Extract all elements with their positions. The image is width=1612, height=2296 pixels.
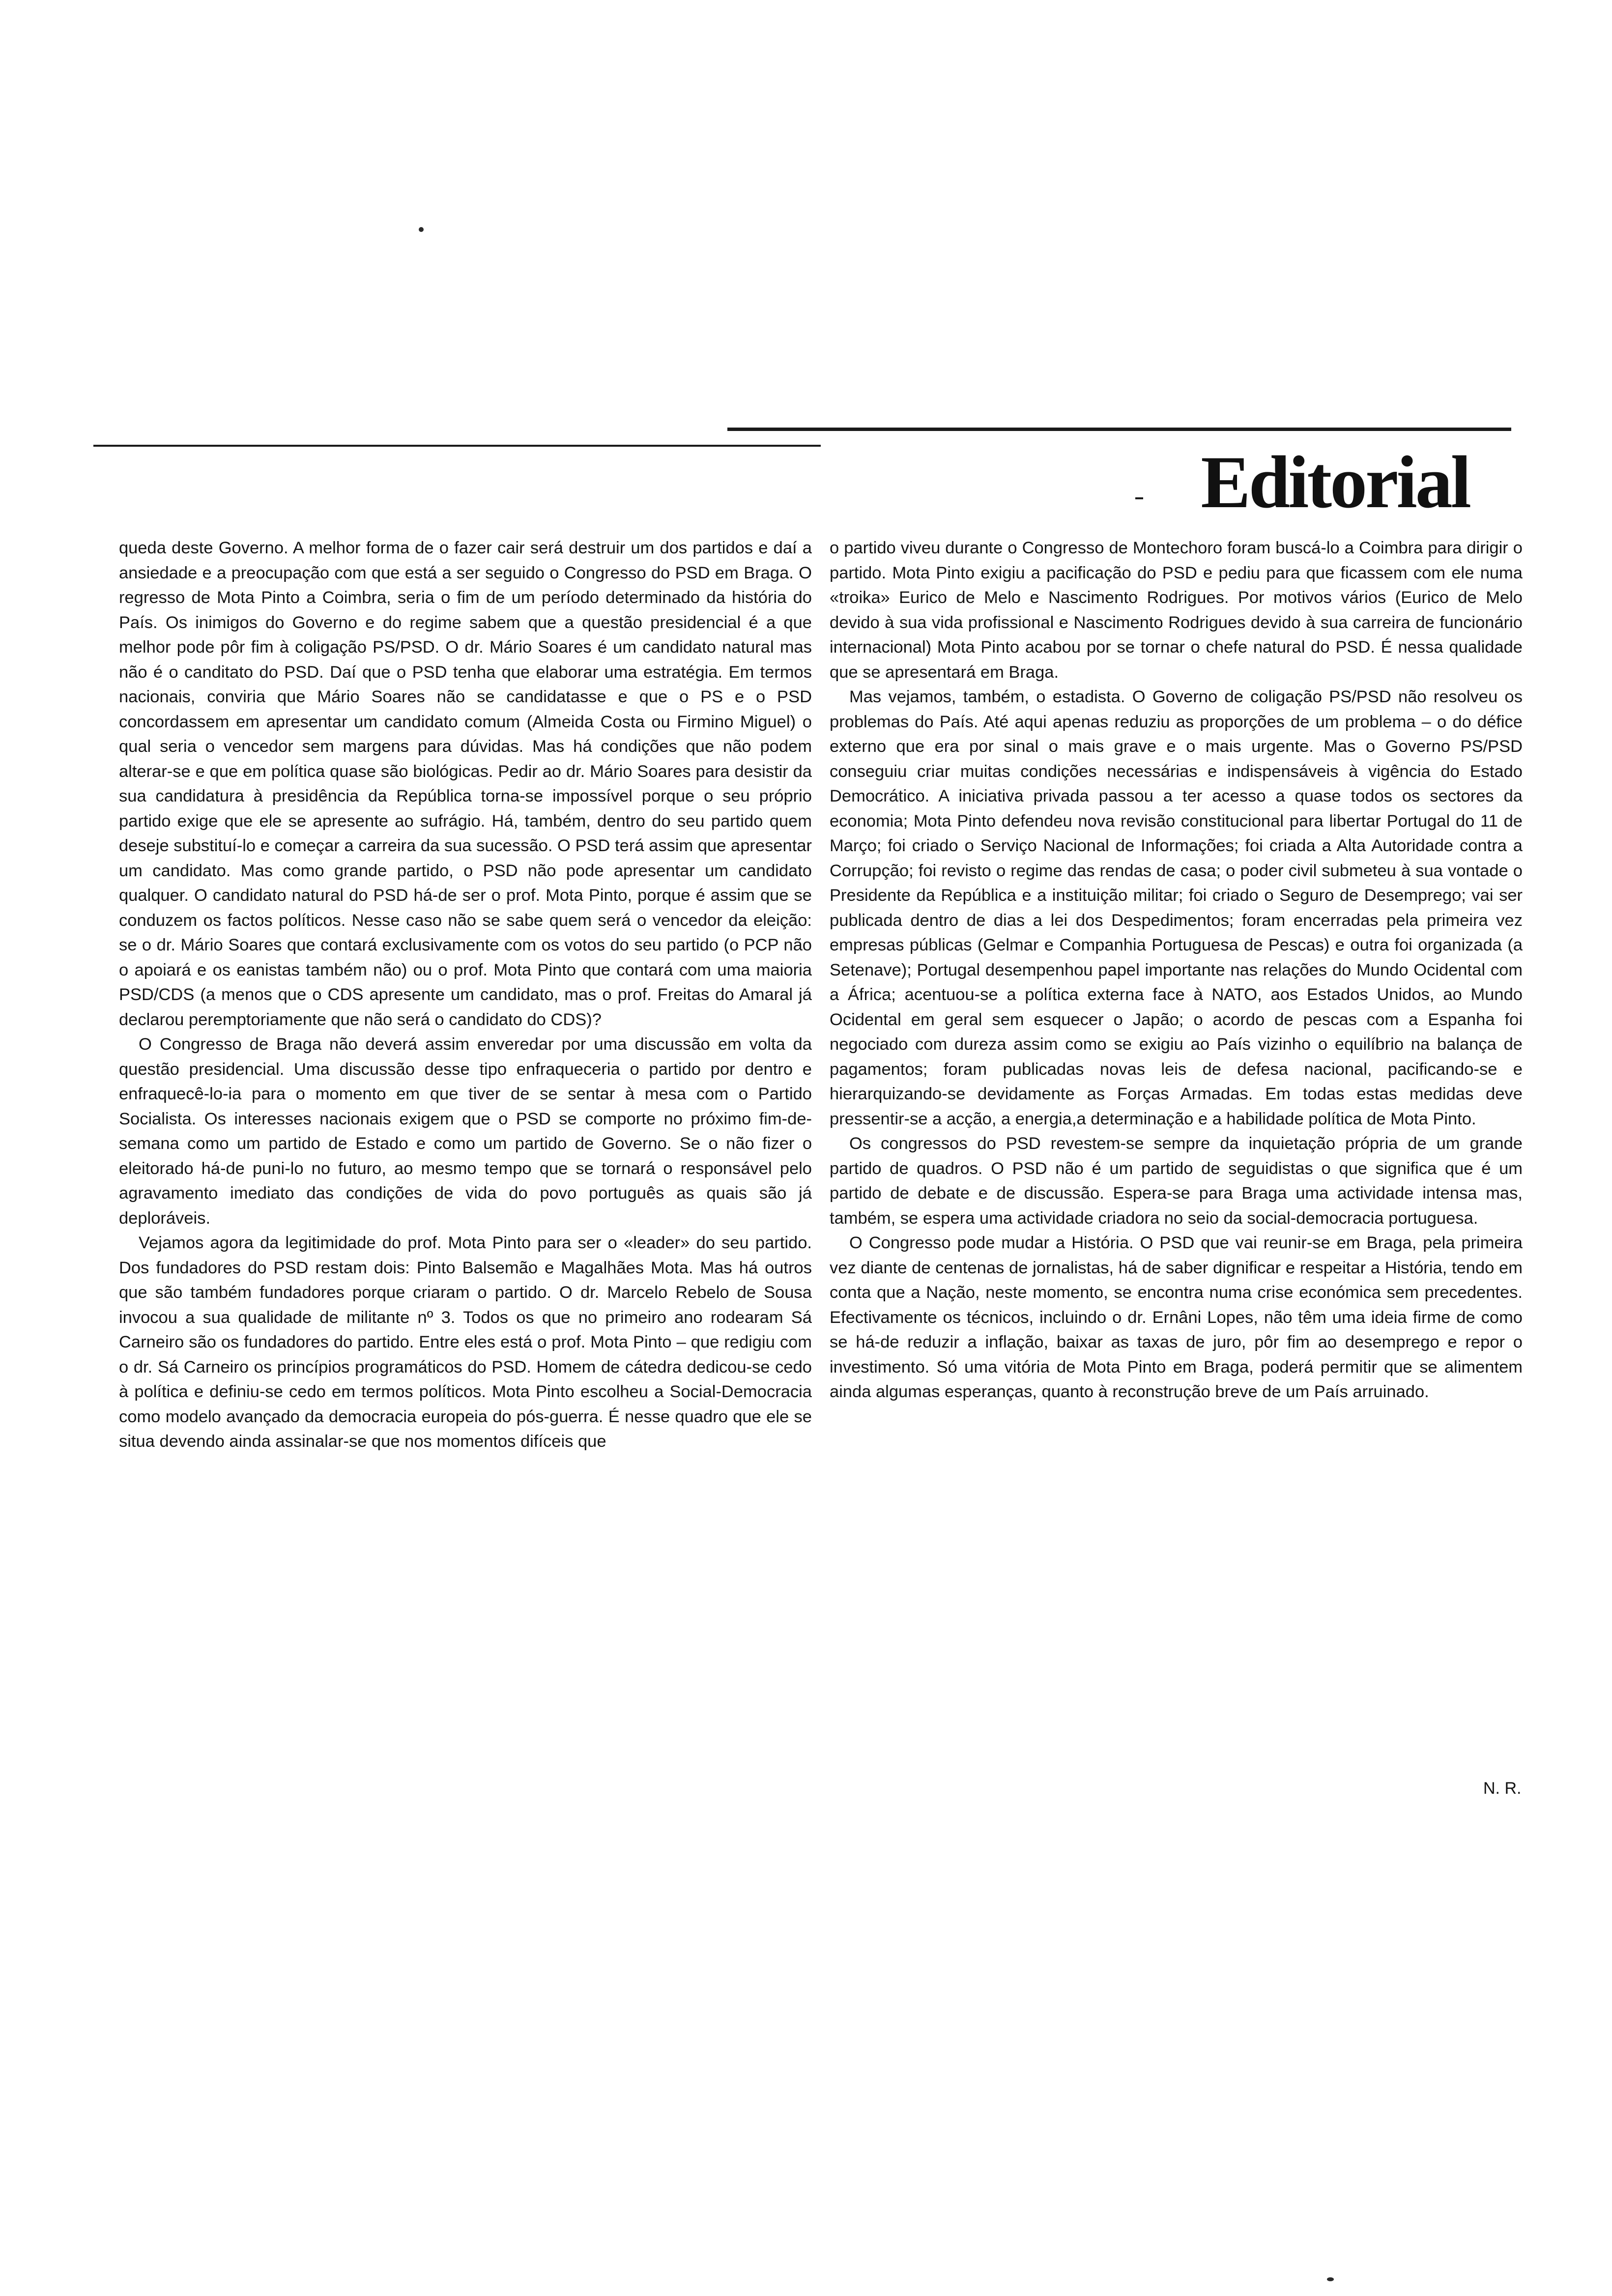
article-column-left — [119, 536, 812, 1454]
paragraph: Os congressos do PSD revestem-se sempre da inquietação própria de um grande partido de quadros. O PSD não é um partido de seguidistas o que significa que é um partido de debate e de discussão. Espera-se para Braga uma actividade intensa mas, também, se espera uma actividade criadora no seio da social-democracia portuguesa. — [830, 1134, 1523, 1228]
header-rule-tick — [1135, 497, 1143, 499]
stray-mark-bottom — [1327, 2277, 1334, 2281]
header-rule-thin — [93, 445, 821, 447]
paragraph: Vejamos agora da legitimidade do prof. Mota Pinto para ser o «leader» do seu partido. Dos fundadores do PSD restam dois: Pinto Balsemão e Magalhães Mota. Mas há outros que são também fundadores porque criaram o partido. O dr. Marcelo Rebelo de Sousa invocou a sua qualidade de militante nº 3. Todos os que no primeiro ano rodearam Sá Carneiro são os fundadores do partido. Entre eles está o prof. Mota Pinto – que redigiu com o dr. Sá Carneiro os princípios programáticos do PSD. Homem de cátedra dedicou-se cedo à política e definiu-se cedo em termos políticos. Mota Pinto escolheu a Social-Democracia como modelo avançado da democracia europeia do pós-guerra. É nesse quadro que ele se situa devendo ainda assinalar-se que nos momentos difíceis que — [119, 1234, 812, 1451]
paragraph: O Congresso pode mudar a História. O PSD que vai reunir-se em Braga, pela primeira vez diante de centenas de jornalistas, há de saber dignificar e respeitar a História, tendo em conta que a Nação, neste momento, se encontra numa crise económica sem precedentes. Efectivamente os técnicos, incluindo o dr. Ernâni Lopes, não têm uma ideia firme de como se há-de reduzir a inflação, baixar as taxas de juro, pôr fim ao desemprego e repor o investimento. Só uma vitória de Mota Pinto em Braga, poderá permitir que se alimentem ainda algumas esperanças, quanto à reconstrução breve de um País arruinado. — [830, 1234, 1523, 1401]
stray-mark-top — [419, 227, 424, 232]
section-title: Editorial — [1201, 441, 1469, 523]
header-rule-thick — [727, 428, 1511, 431]
author-signature: N. R. — [1483, 1779, 1522, 1798]
paragraph: queda deste Governo. A melhor forma de o fazer cair será destruir um dos partidos e daí a ansiedade e a preocupação com que está a ser seguido o Congresso do PSD em Braga. O regresso de Mota Pinto a Coimbra, seria o fim de um período determinado da história do País. Os inimigos do Governo e do regime sabem que a questão presidencial é a que melhor pode pôr fim à coligação PS/PSD. O dr. Mário Soares é um candidato natural mas não é o canditato do PSD. Daí que o PSD tenha que elaborar uma estratégia. Em termos nacionais, conviria que Mário Soares não se candidatasse e que o PS e o PSD concordassem em apresentar um candidato comum (Almeida Costa ou Firmino Miguel) o qual seria o vencedor sem margens para dúvidas. Mas há condições que não podem alterar-se e que em política quase são biológicas. Pedir ao dr. Mário Soares para desistir da sua candidatura à presidência da República torna-se impossível porque o seu próprio partido exige que ele se apresente ao sufrágio. Há, também, dentro do seu partido quem deseje substituí-lo e começar a carreira da sua sucessão. O PSD terá assim que apresentar um candidato. Mas como grande partido, o PSD não pode apresentar um candidato qualquer. O candidato natural do PSD há-de ser o prof. Mota Pinto, porque é assim que se conduzem os factos políticos. Nesse caso não se sabe quem será o vencedor da eleição: se o dr. Mário Soares que contará exclusivamente com os votos do seu partido (o PCP não o apoiará e os eanistas também não) ou o prof. Mota Pinto que contará com uma maioria PSD/CDS (a menos que o CDS apresente um candidato, mas o prof. Freitas do Amaral já declarou peremptoriamente que não será o candidato do CDS)? — [119, 539, 812, 1029]
paragraph: Mas vejamos, também, o estadista. O Governo de coligação PS/PSD não resolveu os problemas do País. Até aqui apenas reduziu as proporções de um problema – o do défice externo que era por sinal o mais grave e o mais urgente. Mas o Governo PS/PSD conseguiu criar muitas condições necessárias e indispensáveis à vigência do Estado Democrático. A iniciativa privada passou a ter acesso a quase todos os sectores da economia; Mota Pinto defendeu nova revisão constitucional para libertar Portugal do 11 de Março; foi criado o Serviço Nacional de Informações; foi criada a Alta Autoridade contra a Corrupção; foi revisto o regime das rendas de casa; o poder civil submeteu à sua vontade o Presidente da República e a instituição militar; foi criado o Seguro de Desemprego; vai ser publicada dentro de dias a lei dos Despedimentos; foram encerradas pela primeira vez empresas públicas (Gelmar e Companhia Portuguesa de Pescas) e outra foi organizada (a Setenave); Portugal desempenhou papel importante nas relações do Mundo Ocidental com a África; acentuou-se a política externa face à NATO, aos Estados Unidos, ao Mundo Ocidental em geral sem esquecer o Japão; o acordo de pescas com a Espanha foi negociado com dureza assim como se exigiu ao País vizinho o equilíbrio na balança de pagamentos; foram publicadas novas leis de defesa nacional, pacificando-se e hierarquizando-se devidamente as Forças Armadas. Em todas estas medidas deve pressentir-se a acção, a energia,a determinação e a habilidade política de Mota Pinto. — [830, 688, 1523, 1128]
paragraph: o partido viveu durante o Congresso de Montechoro foram buscá-lo a Coimbra para dirigir o partido. Mota Pinto exigiu a pacificação do PSD e pediu para que ficassem com ele numa «troika» Eurico de Melo e Nascimento Rodrigues. Por motivos vários (Eurico de Melo devido à sua vida profissional e Nascimento Rodrigues devido à sua carreira de funcionário internacional) Mota Pinto acabou por se tornar o chefe natural do PSD. É nessa qualidade que se apresentará em Braga. — [830, 539, 1523, 682]
article-column-right — [830, 536, 1523, 1405]
paragraph: O Congresso de Braga não deverá assim enveredar por uma discussão em volta da questão presidencial. Uma discussão desse tipo enfraqueceria o partido por dentro e enfraquecê-lo-ia para o momento em que tiver de se sentar à mesa com o Partido Socialista. Os interesses nacionais exigem que o PSD se comporte no próximo fim-de-semana como um partido de Estado e como um partido de Governo. Se o não fizer o eleitorado há-de puni-lo no futuro, ao mesmo tempo que se tornará o responsável pelo agravamento imediato das condições de vida do povo português as quais são já deploráveis. — [119, 1035, 812, 1228]
